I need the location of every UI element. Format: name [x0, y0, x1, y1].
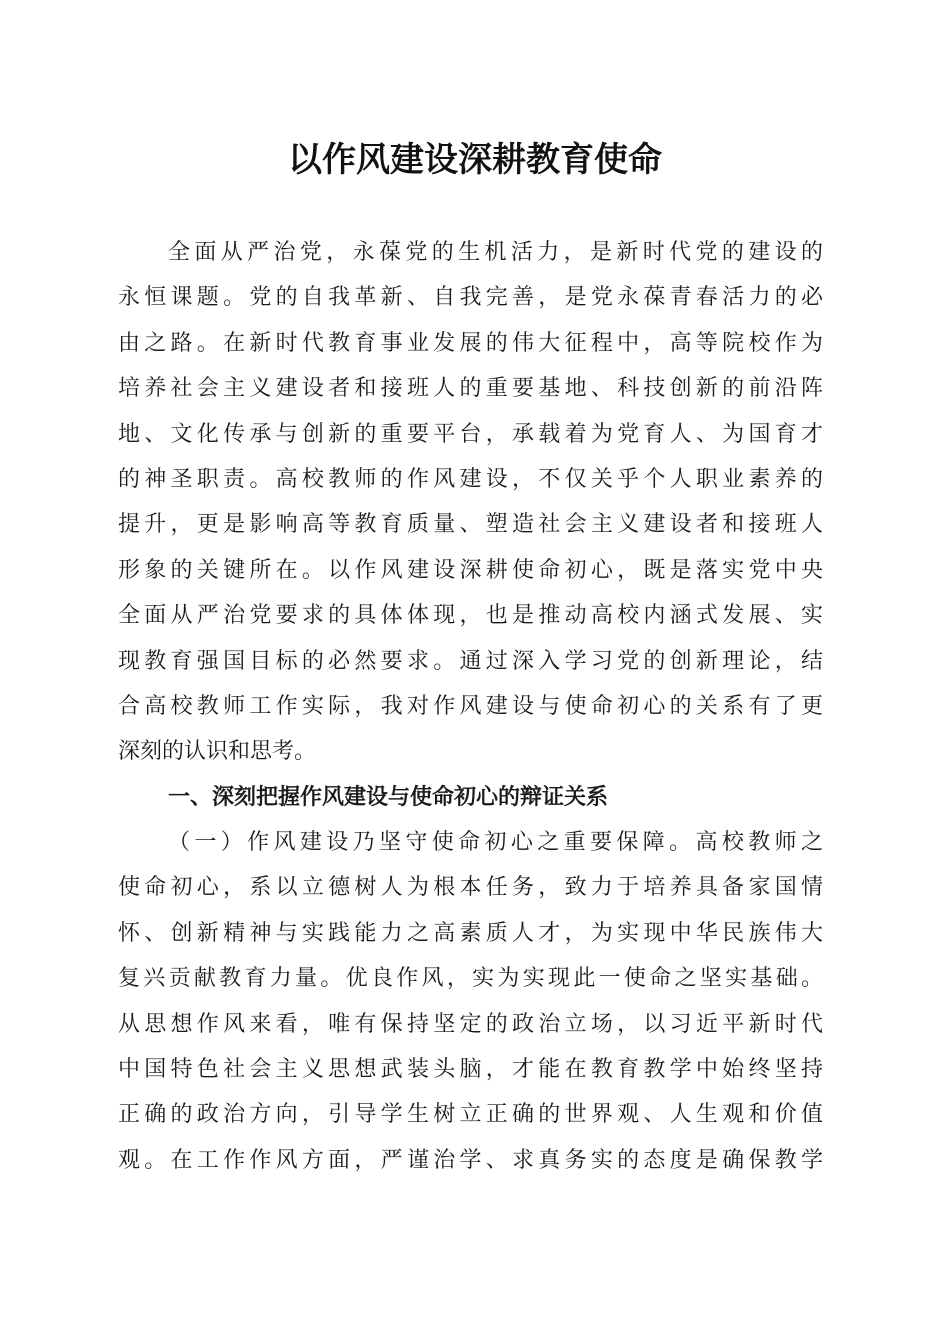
paragraph-line: 使命初心，系以立德树人为根本任务，致力于培养具备家国情	[118, 875, 823, 901]
paragraph-line: 从思想作风来看，唯有保持坚定的政治立场，以习近平新时代	[118, 1011, 823, 1037]
paragraph-line: 复兴贡献教育力量。优良作风，实为实现此一使命之坚实基础。	[118, 966, 823, 992]
document-body	[118, 230, 823, 1183]
paragraph-line: 地、文化传承与创新的重要平台，承载着为党育人、为国育才	[118, 421, 823, 447]
paragraph-line: 全面从严治党要求的具体体现，也是推动高校内涵式发展、实	[118, 603, 823, 629]
paragraph-line: 形象的关键所在。以作风建设深耕使命初心，既是落实党中央	[118, 557, 823, 583]
section-heading: 一、深刻把握作风建设与使命初心的辩证关系	[168, 784, 609, 810]
paragraph-line: 提升，更是影响高等教育质量、塑造社会主义建设者和接班人	[118, 512, 823, 538]
paragraph-line: 深刻的认识和思考。	[118, 739, 317, 765]
paragraph-line: 怀、创新精神与实践能力之高素质人才，为实现中华民族伟大	[118, 920, 823, 946]
paragraph-line: 培养社会主义建设者和接班人的重要基地、科技创新的前沿阵	[118, 376, 823, 402]
paragraph-line: 的神圣职责。高校教师的作风建设，不仅关乎个人职业素养的	[118, 466, 823, 492]
paragraph-line: 现教育强国目标的必然要求。通过深入学习党的创新理论，结	[118, 648, 823, 674]
paragraph-line: 合高校教师工作实际，我对作风建设与使命初心的关系有了更	[118, 693, 823, 719]
paragraph-line: 永恒课题。党的自我革新、自我完善，是党永葆青春活力的必	[118, 285, 823, 311]
paragraph-line: 正确的政治方向，引导学生树立正确的世界观、人生观和价值	[118, 1102, 823, 1128]
document-title: 以作风建设深耕教育使命	[288, 140, 662, 180]
paragraph-line: 中国特色社会主义思想武装头脑，才能在教育教学中始终坚持	[118, 1057, 823, 1083]
paragraph-line: 全面从严治党，永葆党的生机活力，是新时代党的建设的	[168, 240, 823, 265]
paragraph-line: （一）作风建设乃坚守使命初心之重要保障。高校教师之	[168, 830, 823, 856]
paragraph-line: 由之路。在新时代教育事业发展的伟大征程中，高等院校作为	[118, 330, 823, 356]
paragraph-line: 观。在工作作风方面，严谨治学、求真务实的态度是确保教学	[118, 1147, 823, 1173]
